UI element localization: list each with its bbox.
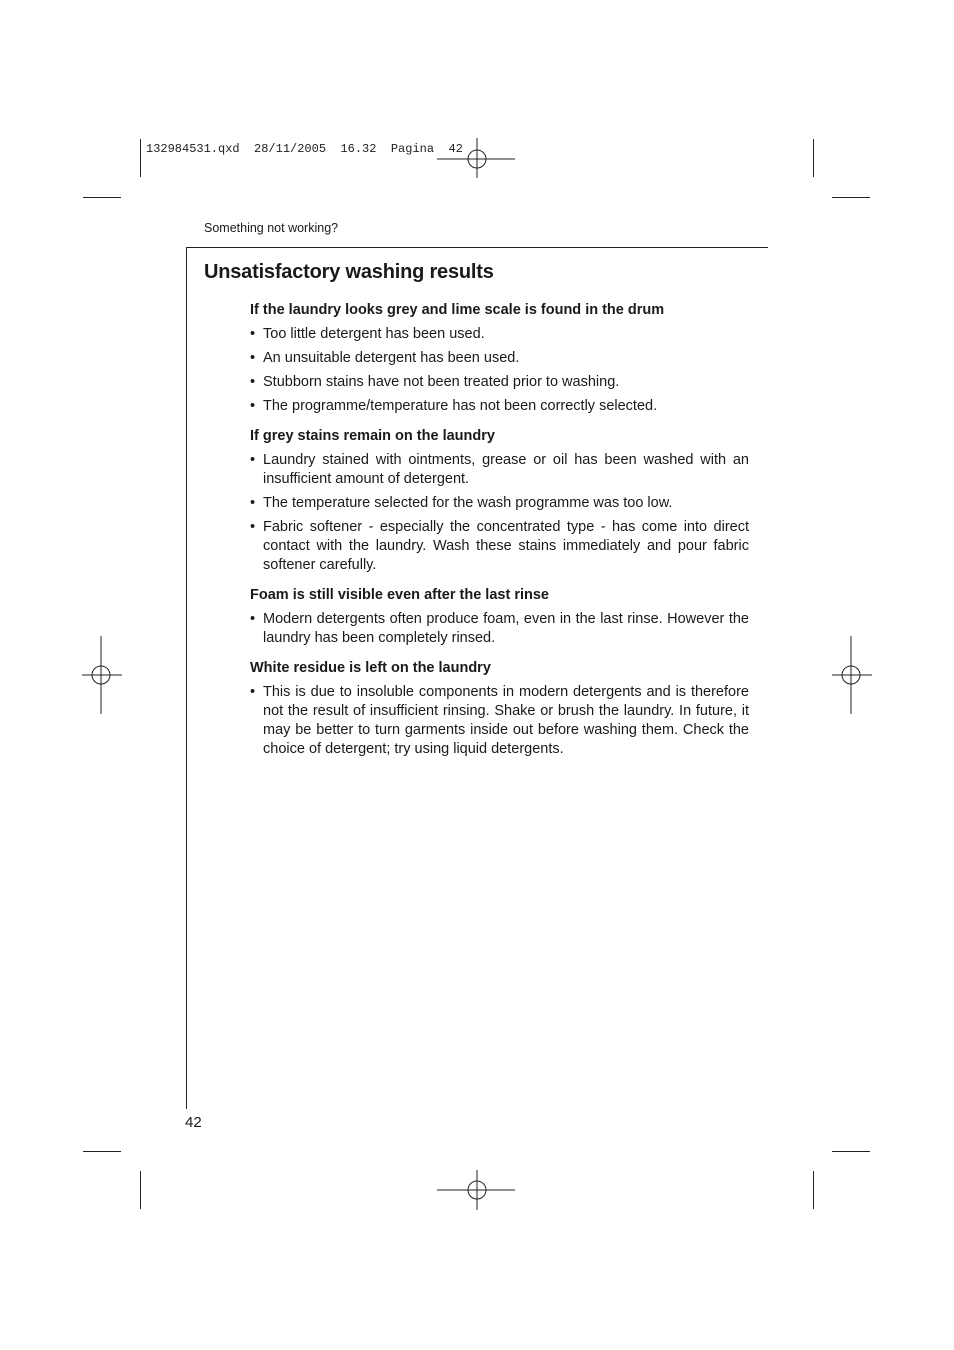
list-item: • Laundry stained with ointments, grease or oil has been washed with an insufficient amount of detergent. — [250, 451, 749, 489]
section-foam-after-rinse — [250, 586, 749, 648]
cause-list — [250, 610, 749, 648]
registration-mark-top-icon — [437, 138, 517, 178]
left-margin-rule — [186, 247, 187, 1109]
crop-mark-bottom-right-horizontal — [832, 1151, 870, 1152]
list-item: • An unsuitable detergent has been used. — [250, 349, 749, 368]
list-item: • Fabric softener - especially the concentrated type - has come into direct contact with the laundry. Wash these stains immediately and pour fabric softener carefully. — [250, 518, 749, 575]
running-head: Something not working? — [204, 221, 339, 235]
registration-mark-right-icon — [832, 636, 872, 714]
list-item: • The temperature selected for the wash programme was too low. — [250, 494, 749, 513]
cause-list — [250, 451, 749, 575]
list-item: • Modern detergents often produce foam, even in the last rinse. However the laundry has been completely rinsed. — [250, 610, 749, 648]
list-item: • The programme/temperature has not been correctly selected. — [250, 397, 749, 416]
list-item: • This is due to insoluble components in modern detergents and is therefore not the result of insufficient rinsing. Shake or brush the laundry. In future, it may be better to turn garments inside out before washing them. Check the choice of detergent; try using liquid detergents. — [250, 683, 749, 759]
registration-mark-bottom-icon — [437, 1170, 517, 1210]
troubleshooting-content — [250, 301, 749, 770]
crop-mark-bottom-right-vertical — [813, 1171, 814, 1209]
section-grey-stains — [250, 427, 749, 575]
crop-mark-top-right-vertical — [813, 139, 814, 177]
crop-mark-top-left-horizontal — [83, 197, 121, 198]
cause-list — [250, 325, 749, 416]
page-title: Unsatisfactory washing results — [204, 261, 494, 283]
section-heading: Foam is still visible even after the last rinse — [250, 587, 549, 603]
registration-mark-left-icon — [82, 636, 122, 714]
section-heading: If grey stains remain on the laundry — [250, 428, 495, 444]
crop-mark-top-left-vertical — [140, 139, 141, 177]
list-item: • Stubborn stains have not been treated prior to washing. — [250, 373, 749, 392]
list-item: • Too little detergent has been used. — [250, 325, 749, 344]
section-heading: If the laundry looks grey and lime scale is found in the drum — [250, 302, 665, 318]
cause-list — [250, 683, 749, 759]
header-rule — [186, 247, 768, 248]
crop-mark-bottom-left-vertical — [140, 1171, 141, 1209]
page-number: 42 — [185, 1114, 202, 1131]
section-heading: White residue is left on the laundry — [250, 660, 491, 676]
section-white-residue — [250, 659, 749, 759]
section-grey-laundry-lime-scale — [250, 301, 749, 416]
print-slug: 132984531.qxd 28/11/2005 16.32 Pagina 42 — [146, 142, 463, 156]
crop-mark-top-right-horizontal — [832, 197, 870, 198]
crop-mark-bottom-left-horizontal — [83, 1151, 121, 1152]
